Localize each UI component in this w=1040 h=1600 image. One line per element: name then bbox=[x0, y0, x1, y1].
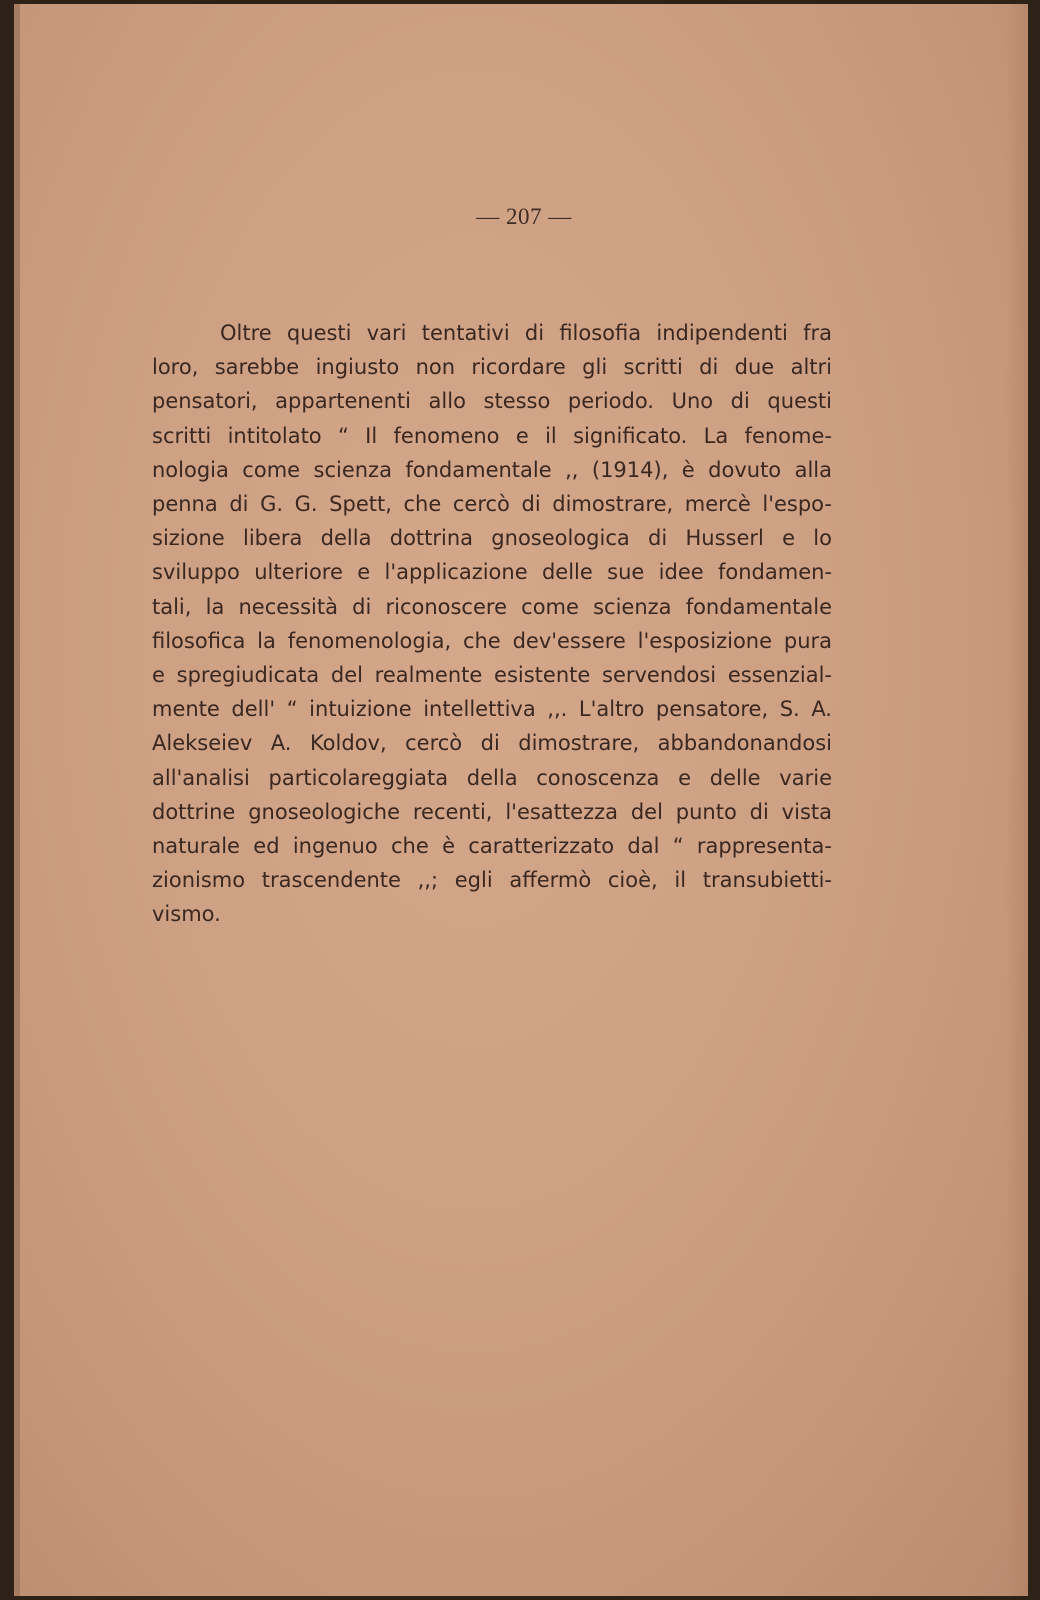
text-line: all'analisi particolareggiata della conoscenza e delle varie bbox=[152, 765, 832, 790]
text-line: zionismo trascendente ,,; egli affermò cioè, il transubietti- bbox=[152, 868, 832, 893]
text-line: sviluppo ulteriore e l'applicazione delle sue idee fondamen- bbox=[152, 560, 832, 585]
text-line: dottrine gnoseologiche recenti, l'esattezza del punto di vista bbox=[152, 799, 832, 824]
text-line: nologia come scienza fondamentale ,, (1914), è dovuto alla bbox=[152, 457, 832, 482]
text-line: Alekseiev A. Koldov, cercò di dimostrare, abbandonandosi bbox=[152, 731, 832, 756]
text-line: Oltre questi vari tentativi di filosofia indipendenti fra bbox=[220, 321, 832, 345]
body-paragraph bbox=[152, 316, 832, 932]
text-line: e spregiudicata del realmente esistente servendosi essenzial- bbox=[152, 663, 832, 688]
text-line: vismo. bbox=[152, 902, 221, 927]
text-line: naturale ed ingenuo che è caratterizzato dal “ rappresenta- bbox=[152, 834, 832, 859]
text-line: sizione libera della dottrina gnoseologica di Husserl e lo bbox=[152, 526, 832, 551]
text-line: scritti intitolato “ Il fenomeno e il significato. La fenome- bbox=[152, 423, 832, 448]
text-line: loro, sarebbe ingiusto non ricordare gli scritti di due altri bbox=[152, 355, 832, 380]
book-page bbox=[14, 4, 1028, 1596]
text-line: penna di G. G. Spett, che cercò di dimostrare, mercè l'espo- bbox=[152, 492, 832, 517]
text-line: tali, la necessità di riconoscere come scienza fondamentale bbox=[152, 594, 832, 619]
page-number: — 207 — bbox=[476, 204, 572, 229]
text-line: mente dell' “ intuizione intellettiva ,,. L'altro pensatore, S. A. bbox=[152, 697, 832, 722]
text-line: filosofica la fenomenologia, che dev'essere l'esposizione pura bbox=[152, 628, 832, 653]
text-line: pensatori, appartenenti allo stesso periodo. Uno di questi bbox=[152, 389, 832, 414]
